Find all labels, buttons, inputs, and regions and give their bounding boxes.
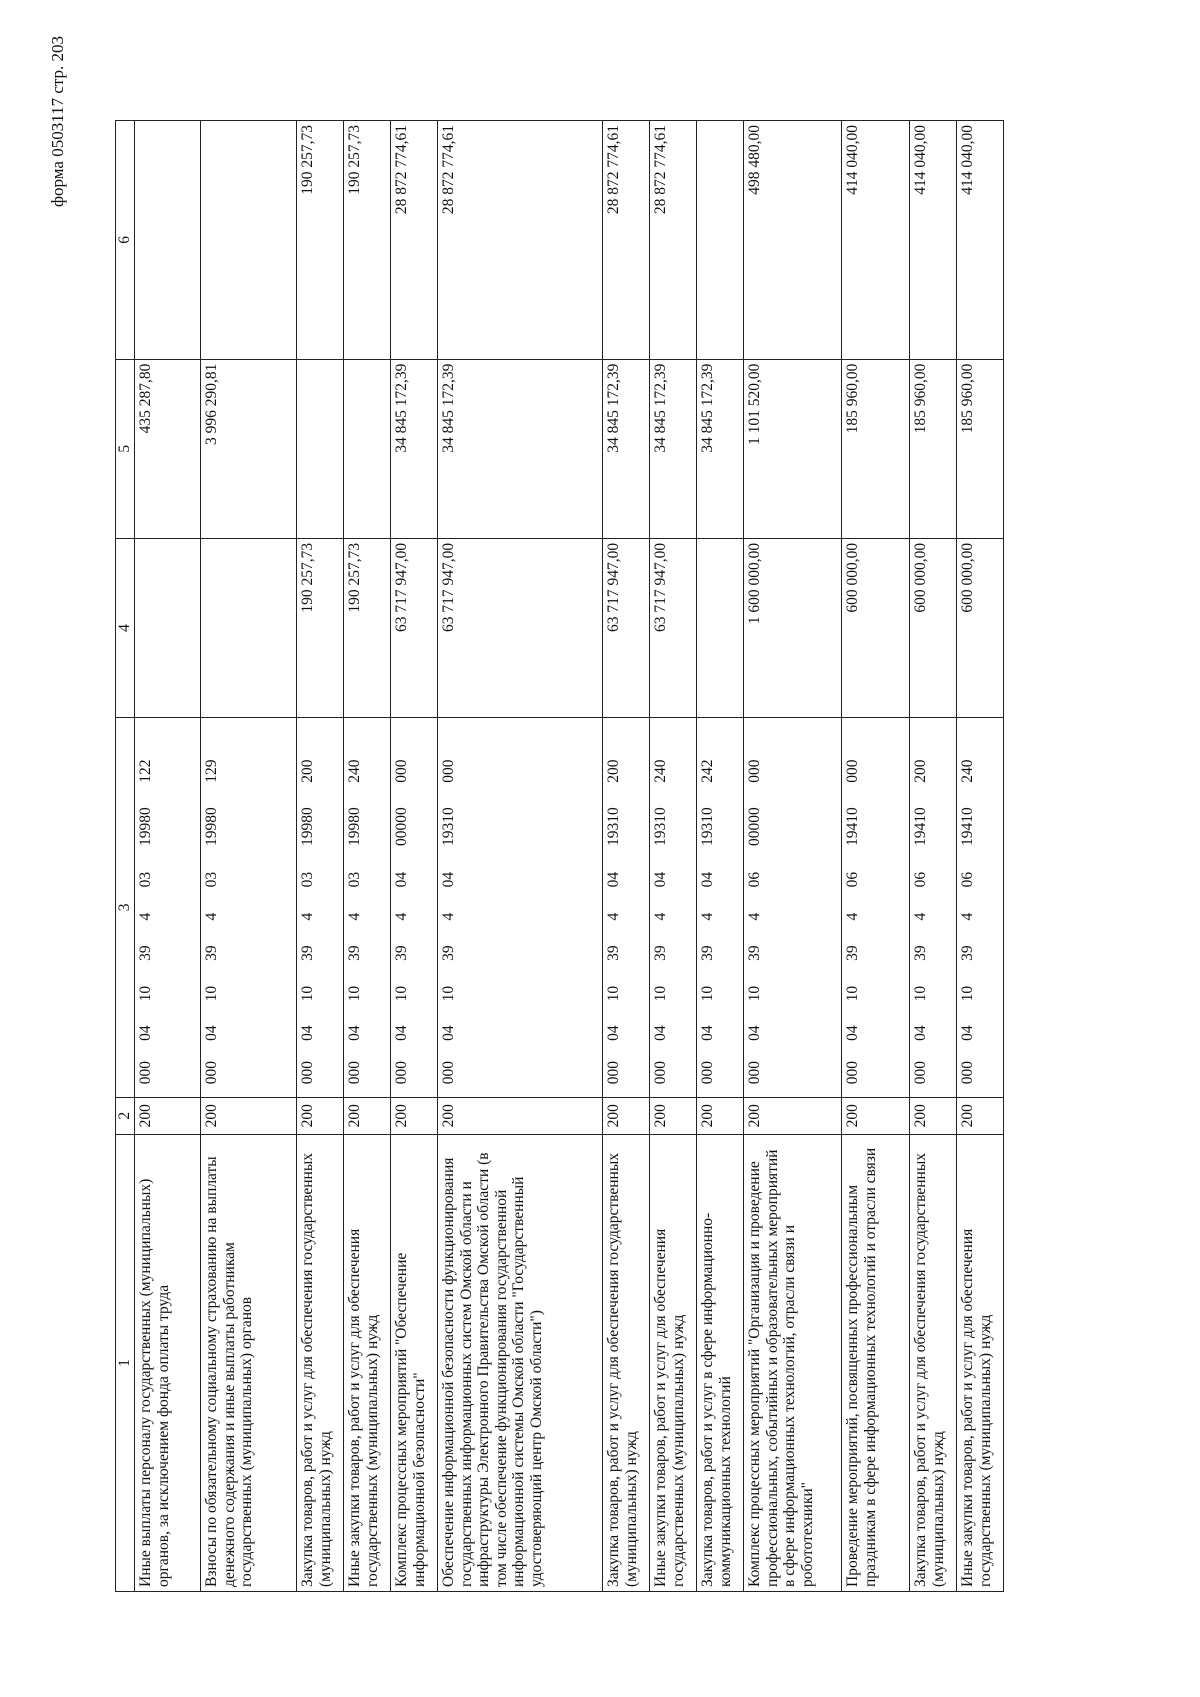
code-segment: 000 <box>959 1061 976 1085</box>
row-classification-code <box>391 718 438 1098</box>
row-code: 200 <box>744 1097 842 1134</box>
code-segment: 10 <box>346 985 363 1002</box>
code-segment: 04 <box>440 871 457 888</box>
amount-col-4: 190 257,73 <box>297 538 344 717</box>
code-segment: 000 <box>393 1061 410 1085</box>
amount-col-5: 435 287,80 <box>135 359 201 538</box>
amount-col-5: 34 845 172,39 <box>697 359 744 538</box>
row-name-cell <box>344 1134 391 1591</box>
amount-col-6 <box>697 121 744 360</box>
budget-table <box>115 120 1004 1592</box>
code-segment: 39 <box>137 945 154 961</box>
amount-col-5 <box>344 359 391 538</box>
table-row <box>438 121 603 1592</box>
amount-col-4: 600 000,00 <box>842 538 910 717</box>
amount-col-6: 414 040,00 <box>842 121 910 360</box>
code-segment: 4 <box>959 912 976 921</box>
row-code: 200 <box>391 1097 438 1134</box>
code-segment: 240 <box>346 759 363 783</box>
amount-col-4: 600 000,00 <box>910 538 957 717</box>
row-name-cell <box>297 1134 344 1591</box>
table-row <box>603 121 650 1592</box>
code-segments <box>605 722 623 1093</box>
table-body <box>135 121 1004 1592</box>
code-segment: 04 <box>652 871 669 888</box>
code-segments <box>440 722 458 1093</box>
code-segment: 4 <box>912 912 929 921</box>
row-code: 200 <box>201 1097 297 1134</box>
table-row <box>344 121 391 1592</box>
table-row <box>650 121 697 1592</box>
row-name-cell <box>201 1134 297 1591</box>
code-segment: 06 <box>959 871 976 888</box>
amount-col-4: 63 717 947,00 <box>650 538 697 717</box>
code-segment: 04 <box>393 1025 410 1041</box>
code-segment: 39 <box>699 945 716 961</box>
amount-col-6 <box>201 121 297 360</box>
code-segment: 39 <box>652 945 669 961</box>
code-segment: 200 <box>912 759 929 783</box>
amount-col-4: 1 600 000,00 <box>744 538 842 717</box>
code-segment: 04 <box>699 871 716 888</box>
row-name-cell <box>842 1134 910 1591</box>
amount-col-6: 28 872 774,61 <box>603 121 650 360</box>
row-classification-code <box>297 718 344 1098</box>
code-segment: 000 <box>393 759 410 783</box>
code-segment: 03 <box>346 871 363 888</box>
code-segment: 03 <box>299 871 316 888</box>
code-segment: 10 <box>746 985 763 1002</box>
code-segment: 39 <box>203 945 220 961</box>
code-segments <box>299 722 317 1093</box>
header-row <box>116 121 135 1592</box>
code-segment: 000 <box>440 759 457 783</box>
row-name: Иные закупки товаров, работ и услуг для обеспечения государственных (муниципальных) нужд <box>346 1228 381 1587</box>
code-segment: 10 <box>393 985 410 1002</box>
code-segment: 000 <box>440 1061 457 1085</box>
code-segment: 39 <box>346 945 363 961</box>
code-segments <box>699 722 717 1093</box>
code-segment: 000 <box>746 759 763 783</box>
code-segment: 19410 <box>844 807 861 847</box>
table-row <box>297 121 344 1592</box>
code-segment: 4 <box>393 912 410 921</box>
code-segment: 200 <box>299 759 316 783</box>
code-segments <box>346 722 364 1093</box>
code-segment: 10 <box>137 985 154 1002</box>
column-header-5: 5 <box>116 359 135 538</box>
amount-col-4: 63 717 947,00 <box>438 538 603 717</box>
row-name-cell <box>697 1134 744 1591</box>
table-row <box>842 121 910 1592</box>
row-code: 200 <box>957 1097 1004 1134</box>
amount-col-4 <box>135 538 201 717</box>
table-row <box>391 121 438 1592</box>
code-segment: 04 <box>346 1025 363 1041</box>
row-name: Закупка товаров, работ и услуг для обеспечения государственных (муниципальных) нужд <box>299 1152 334 1587</box>
amount-col-6 <box>135 121 201 360</box>
code-segment: 39 <box>393 945 410 961</box>
row-name: Закупка товаров, работ и услуг в сфере информационно-коммуникационных технологий <box>699 1212 734 1587</box>
code-segment: 240 <box>652 759 669 783</box>
column-header-6: 6 <box>116 121 135 360</box>
code-segment: 03 <box>137 871 154 888</box>
amount-col-5: 185 960,00 <box>910 359 957 538</box>
code-segment: 04 <box>605 1025 622 1041</box>
column-header-1: 1 <box>116 1134 135 1591</box>
code-segment: 19980 <box>346 807 363 847</box>
code-segment: 19310 <box>699 807 716 847</box>
row-classification-code <box>697 718 744 1098</box>
code-segment: 39 <box>959 945 976 961</box>
row-code: 200 <box>297 1097 344 1134</box>
code-segment: 000 <box>605 1061 622 1085</box>
row-code: 200 <box>842 1097 910 1134</box>
amount-col-6: 414 040,00 <box>910 121 957 360</box>
code-segments <box>912 722 930 1093</box>
row-name: Иные закупки товаров, работ и услуг для обеспечения государственных (муниципальных) нужд <box>959 1228 994 1587</box>
code-segment: 000 <box>844 1061 861 1085</box>
code-segment: 04 <box>912 1025 929 1041</box>
row-name-cell <box>135 1134 201 1591</box>
amount-col-5: 34 845 172,39 <box>391 359 438 538</box>
amount-col-4: 600 000,00 <box>957 538 1004 717</box>
code-segment: 00000 <box>393 807 410 847</box>
code-segment: 10 <box>652 985 669 1002</box>
code-segment: 04 <box>203 1025 220 1041</box>
code-segment: 4 <box>699 912 716 921</box>
code-segments <box>746 722 764 1093</box>
code-segment: 39 <box>844 945 861 961</box>
code-segment: 4 <box>746 912 763 921</box>
code-segment: 10 <box>699 985 716 1002</box>
code-segment: 04 <box>299 1025 316 1041</box>
code-segment: 19310 <box>440 807 457 847</box>
amount-col-5: 185 960,00 <box>842 359 910 538</box>
row-classification-code <box>744 718 842 1098</box>
code-segment: 4 <box>299 912 316 921</box>
column-header-4: 4 <box>116 538 135 717</box>
code-segment: 19410 <box>959 807 976 847</box>
code-segment: 000 <box>346 1061 363 1085</box>
amount-col-5: 185 960,00 <box>957 359 1004 538</box>
row-name: Комплекс процессных мероприятий "Организация и проведение профессиональных, событийных и образовательных мероприятий в сфере информационных технологий, отрасли связи и робототехники" <box>746 1149 816 1587</box>
row-classification-code <box>910 718 957 1098</box>
amount-col-6: 28 872 774,61 <box>650 121 697 360</box>
row-classification-code <box>842 718 910 1098</box>
row-code: 200 <box>438 1097 603 1134</box>
code-segment: 19410 <box>912 807 929 847</box>
code-segment: 04 <box>699 1025 716 1041</box>
code-segments <box>203 722 221 1093</box>
table-row <box>201 121 297 1592</box>
table-row <box>697 121 744 1592</box>
code-segment: 10 <box>912 985 929 1002</box>
amount-col-6: 190 257,73 <box>297 121 344 360</box>
code-segment: 4 <box>203 912 220 921</box>
table-row <box>957 121 1004 1592</box>
amount-col-5 <box>297 359 344 538</box>
code-segment: 129 <box>203 759 220 783</box>
table-row <box>744 121 842 1592</box>
row-classification-code <box>603 718 650 1098</box>
code-segment: 03 <box>203 871 220 888</box>
row-name: Закупка товаров, работ и услуг для обеспечения государственных (муниципальных) нужд <box>605 1152 640 1587</box>
code-segment: 04 <box>746 1025 763 1041</box>
code-segment: 4 <box>346 912 363 921</box>
row-name-cell <box>603 1134 650 1591</box>
code-segment: 10 <box>959 985 976 1002</box>
code-segments <box>959 722 977 1093</box>
code-segments <box>652 722 670 1093</box>
code-segment: 39 <box>299 945 316 961</box>
code-segment: 04 <box>652 1025 669 1041</box>
code-segment: 000 <box>844 759 861 783</box>
amount-col-4 <box>201 538 297 717</box>
code-segment: 200 <box>605 759 622 783</box>
code-segment: 04 <box>959 1025 976 1041</box>
row-name-cell <box>650 1134 697 1591</box>
code-segment: 000 <box>299 1061 316 1085</box>
form-label: форма 0503117 стр. 203 <box>48 36 67 207</box>
code-segment: 06 <box>912 871 929 888</box>
code-segment: 39 <box>605 945 622 961</box>
code-segment: 39 <box>440 945 457 961</box>
row-code: 200 <box>135 1097 201 1134</box>
row-classification-code <box>957 718 1004 1098</box>
row-name: Иные закупки товаров, работ и услуг для обеспечения государственных (муниципальных) нужд <box>652 1228 687 1587</box>
table-row <box>135 121 201 1592</box>
row-classification-code <box>135 718 201 1098</box>
amount-col-4: 63 717 947,00 <box>603 538 650 717</box>
code-segment: 19980 <box>203 807 220 847</box>
amount-col-6: 28 872 774,61 <box>391 121 438 360</box>
code-segment: 04 <box>844 1025 861 1041</box>
code-segment: 39 <box>912 945 929 961</box>
row-code: 200 <box>697 1097 744 1134</box>
code-segment: 00000 <box>746 807 763 847</box>
amount-col-6: 414 040,00 <box>957 121 1004 360</box>
code-segment: 122 <box>137 759 154 783</box>
code-segment: 4 <box>137 912 154 921</box>
row-name-cell <box>744 1134 842 1591</box>
amount-col-4: 190 257,73 <box>344 538 391 717</box>
amount-col-4 <box>697 538 744 717</box>
code-segment: 000 <box>652 1061 669 1085</box>
amount-col-4: 63 717 947,00 <box>391 538 438 717</box>
code-segment: 04 <box>605 871 622 888</box>
code-segment: 19310 <box>652 807 669 847</box>
row-name: Проведение мероприятий, посвященных профессиональным праздникам в сфере информационных технологий и отрасли связи <box>844 1147 879 1587</box>
row-code: 200 <box>603 1097 650 1134</box>
code-segment: 10 <box>203 985 220 1002</box>
amount-col-6: 498 480,00 <box>744 121 842 360</box>
row-name: Иные выплаты персоналу государственных (муниципальных) органов, за исключением фонда оплаты труда <box>137 1178 172 1587</box>
row-code: 200 <box>344 1097 391 1134</box>
code-segment: 04 <box>440 1025 457 1041</box>
code-segment: 000 <box>137 1061 154 1085</box>
code-segment: 4 <box>844 912 861 921</box>
column-header-2: 2 <box>116 1097 135 1134</box>
column-header-3: 3 <box>116 718 135 1098</box>
code-segment: 04 <box>393 871 410 888</box>
amount-col-5: 34 845 172,39 <box>650 359 697 538</box>
amount-col-5: 34 845 172,39 <box>438 359 603 538</box>
code-segment: 06 <box>844 871 861 888</box>
row-classification-code <box>201 718 297 1098</box>
code-segment: 000 <box>699 1061 716 1085</box>
row-name: Закупка товаров, работ и услуг для обеспечения государственных (муниципальных) нужд <box>912 1152 947 1587</box>
row-name: Комплекс процессных мероприятий "Обеспечение информационной безопасности" <box>393 1252 428 1587</box>
code-segment: 000 <box>203 1061 220 1085</box>
row-classification-code <box>438 718 603 1098</box>
amount-col-6: 28 872 774,61 <box>438 121 603 360</box>
table-row <box>910 121 957 1592</box>
code-segments <box>137 722 155 1093</box>
row-name: Взносы по обязательному социальному страхованию на выплаты денежного содержания и иные выплаты работникам государственных (муниципальных) органов <box>203 1156 255 1587</box>
row-classification-code <box>344 718 391 1098</box>
code-segment: 4 <box>440 912 457 921</box>
row-code: 200 <box>650 1097 697 1134</box>
code-segment: 10 <box>605 985 622 1002</box>
code-segment: 06 <box>746 871 763 888</box>
code-segment: 10 <box>440 985 457 1002</box>
amount-col-5: 34 845 172,39 <box>603 359 650 538</box>
code-segment: 000 <box>746 1061 763 1085</box>
code-segment: 19980 <box>299 807 316 847</box>
row-name-cell <box>957 1134 1004 1591</box>
code-segment: 4 <box>605 912 622 921</box>
code-segment: 19980 <box>137 807 154 847</box>
code-segment: 000 <box>912 1061 929 1085</box>
code-segment: 39 <box>746 945 763 961</box>
row-classification-code <box>650 718 697 1098</box>
code-segment: 240 <box>959 759 976 783</box>
amount-col-5: 3 996 290,81 <box>201 359 297 538</box>
code-segment: 04 <box>137 1025 154 1041</box>
amount-col-5: 1 101 520,00 <box>744 359 842 538</box>
row-name-cell <box>438 1134 603 1591</box>
code-segment: 10 <box>299 985 316 1002</box>
code-segment: 10 <box>844 985 861 1002</box>
code-segment: 4 <box>652 912 669 921</box>
row-name: Обеспечение информационной безопасности функционирования государственных информационных систем Омской области и инфраструктуры Электронного Правительства Омской области (в том числе обеспечение функционирования государственной информационной системы Омской области "Государственный удостоверяющий центр Омской области") <box>440 1152 545 1587</box>
row-name-cell <box>391 1134 438 1591</box>
code-segment: 242 <box>699 759 716 783</box>
row-code: 200 <box>910 1097 957 1134</box>
code-segments <box>844 722 862 1093</box>
amount-col-6: 190 257,73 <box>344 121 391 360</box>
code-segment: 19310 <box>605 807 622 847</box>
row-name-cell <box>910 1134 957 1591</box>
code-segments <box>393 722 411 1093</box>
